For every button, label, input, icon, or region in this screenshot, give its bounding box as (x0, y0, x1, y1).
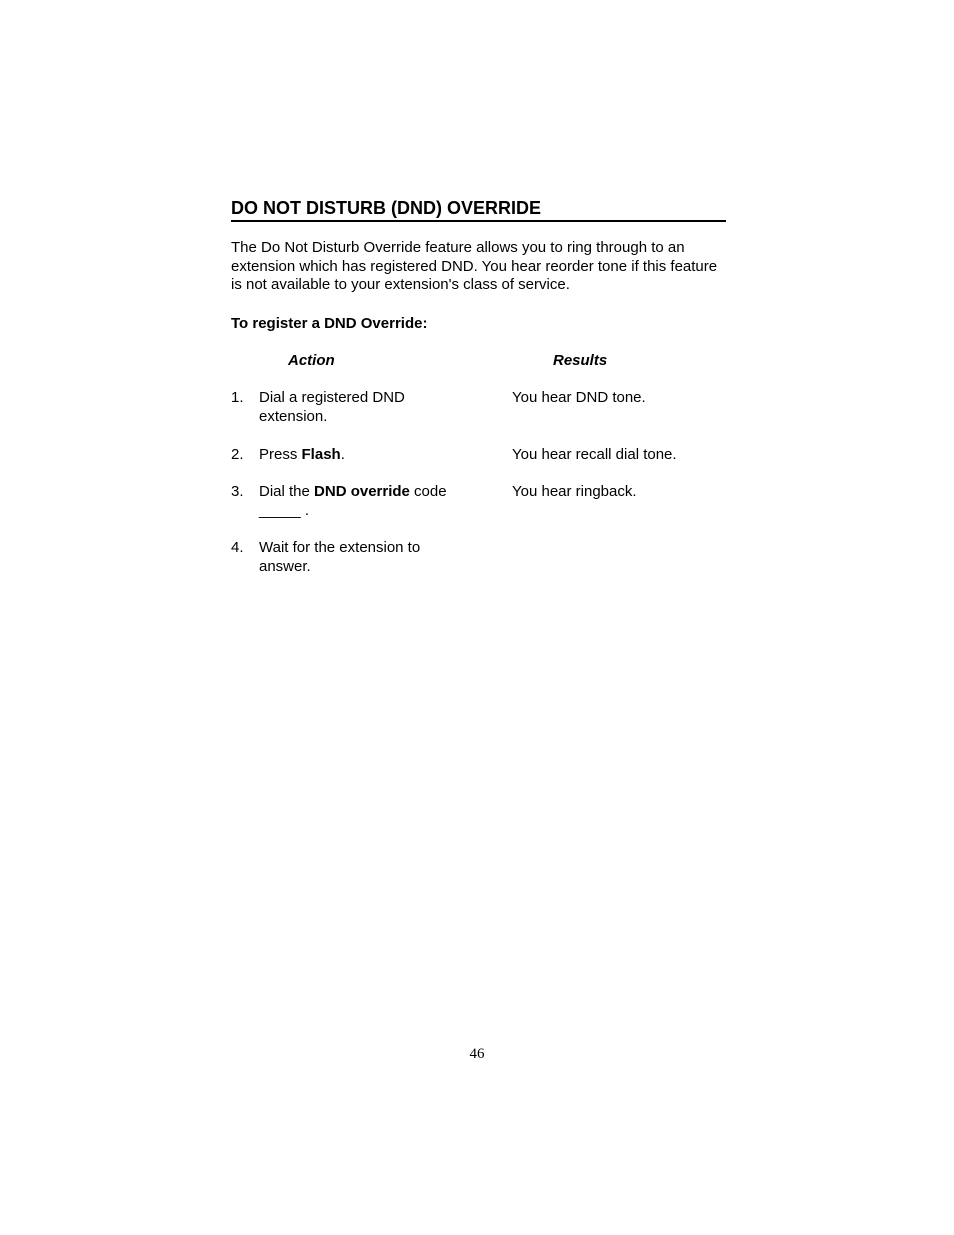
step-action: Dial the DND override code _____ . (259, 483, 447, 519)
step-action: Dial a registered DND extension. (259, 389, 405, 425)
step-number: 3. (231, 483, 244, 500)
step-result: You hear ringback. (512, 483, 637, 500)
procedure-subheading: To register a DND Override: (231, 315, 428, 332)
step-action: Press Flash. (259, 446, 345, 463)
step-number: 1. (231, 389, 244, 406)
action-column-header: Action (288, 352, 335, 369)
results-column-header: Results (553, 352, 608, 369)
step-result: You hear DND tone. (512, 389, 646, 406)
step-action: Wait for the extension to answer. (259, 539, 421, 575)
page-number: 46 (469, 1046, 485, 1062)
step-result: You hear recall dial tone. (512, 446, 677, 463)
step-number: 4. (231, 539, 244, 556)
section-title: DO NOT DISTURB (DND) OVERRIDE (231, 198, 726, 222)
step-number: 2. (231, 446, 244, 463)
intro-paragraph: The Do Not Disturb Override feature allows you to ring through to an extension which has registered DND. You hear reorder tone if this feature is not available to your extension's class of service. (231, 239, 718, 294)
